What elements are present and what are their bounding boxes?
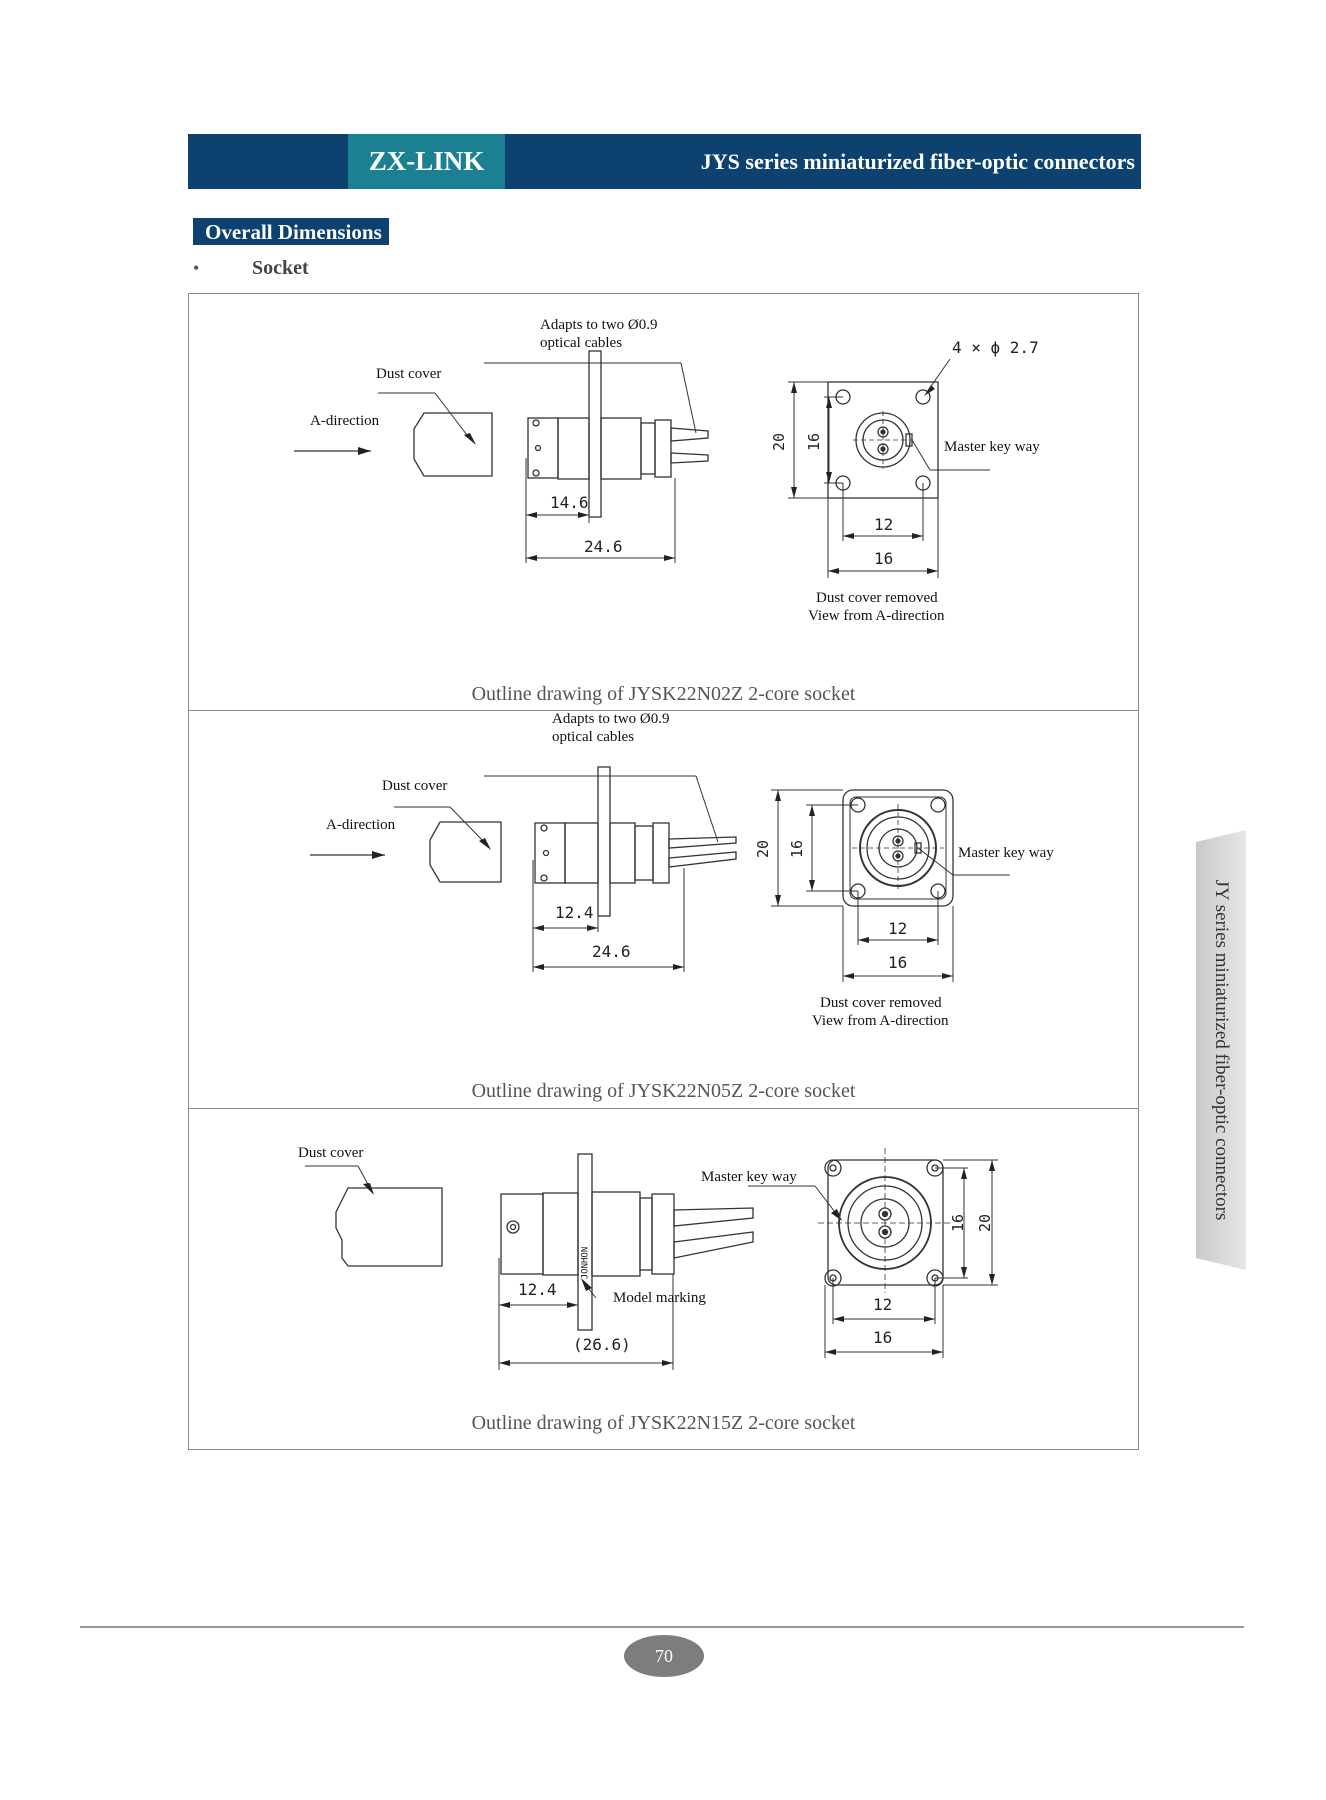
section-title: Overall Dimensions <box>193 218 389 245</box>
label-holes: 4 × ϕ 2.7 <box>952 338 1039 357</box>
label-dust-cover: Dust cover <box>298 1145 364 1161</box>
caption-drawing-2: Outline drawing of JYSK22N05Z 2-core socket <box>471 1080 856 1102</box>
label-view-2: View from A-direction <box>808 608 945 624</box>
label-cables-2: optical cables <box>552 729 635 745</box>
dim-16-h: 16 <box>873 1328 893 1347</box>
marking-text: JONHON <box>580 1246 591 1280</box>
dim-14-6: 14.6 <box>550 493 589 512</box>
dim-12: 12 <box>888 919 908 938</box>
label-cables-2: optical cables <box>540 335 623 351</box>
dim-16-v: 16 <box>949 1213 968 1233</box>
dim-24-6: 24.6 <box>592 942 631 961</box>
bullet: • <box>193 258 200 278</box>
drawing-panel-3 <box>188 1108 1139 1450</box>
caption-drawing-3: Outline drawing of JYSK22N15Z 2-core socket <box>471 1412 856 1434</box>
caption-drawing-1: Outline drawing of JYSK22N02Z 2-core socket <box>471 683 856 705</box>
label-master-key: Master key way <box>701 1169 797 1185</box>
dim-24-6: 24.6 <box>584 537 623 556</box>
outline-drawing-2 <box>188 710 1139 1108</box>
label-view-1: Dust cover removed <box>820 995 942 1011</box>
dim-20: 20 <box>754 839 773 859</box>
label-dust-cover: Dust cover <box>376 366 442 382</box>
footer-rule <box>80 1626 1244 1628</box>
dim-12: 12 <box>874 515 894 534</box>
header-bar <box>188 134 1141 189</box>
label-view-2: View from A-direction <box>812 1013 949 1029</box>
dim-26-6: (26.6) <box>573 1335 631 1354</box>
label-master-key: Master key way <box>944 439 1040 455</box>
label-cables: Adapts to two Ø0.9 <box>552 711 670 727</box>
page-number: 70 <box>624 1635 704 1677</box>
dim-12-4: 12.4 <box>555 903 594 922</box>
brand-logo: ZX-LINK <box>348 134 505 189</box>
dim-16-h: 16 <box>888 953 908 972</box>
subheading: Socket <box>252 257 309 279</box>
drawing-panel-1 <box>188 293 1139 710</box>
label-master-key: Master key way <box>958 845 1054 861</box>
label-cables: Adapts to two Ø0.9 <box>540 317 658 333</box>
dim-12-4: 12.4 <box>518 1280 557 1299</box>
dim-16-h: 16 <box>874 549 894 568</box>
dim-12: 12 <box>873 1295 893 1314</box>
dim-16-v: 16 <box>805 432 824 452</box>
dim-20: 20 <box>976 1213 995 1233</box>
label-dust-cover: Dust cover <box>382 778 448 794</box>
dim-20: 20 <box>770 432 789 452</box>
drawing-panel-2 <box>188 710 1139 1108</box>
label-view-1: Dust cover removed <box>816 590 938 606</box>
label-a-direction: A-direction <box>326 817 396 833</box>
dim-16-v: 16 <box>788 839 807 859</box>
label-a-direction: A-direction <box>310 413 380 429</box>
label-model-marking: Model marking <box>613 1290 706 1306</box>
header-title: JYS series miniaturized fiber-optic connectors <box>700 149 1135 174</box>
side-tab-text: JY series miniaturized fiber-optic connectors <box>1211 879 1232 1221</box>
